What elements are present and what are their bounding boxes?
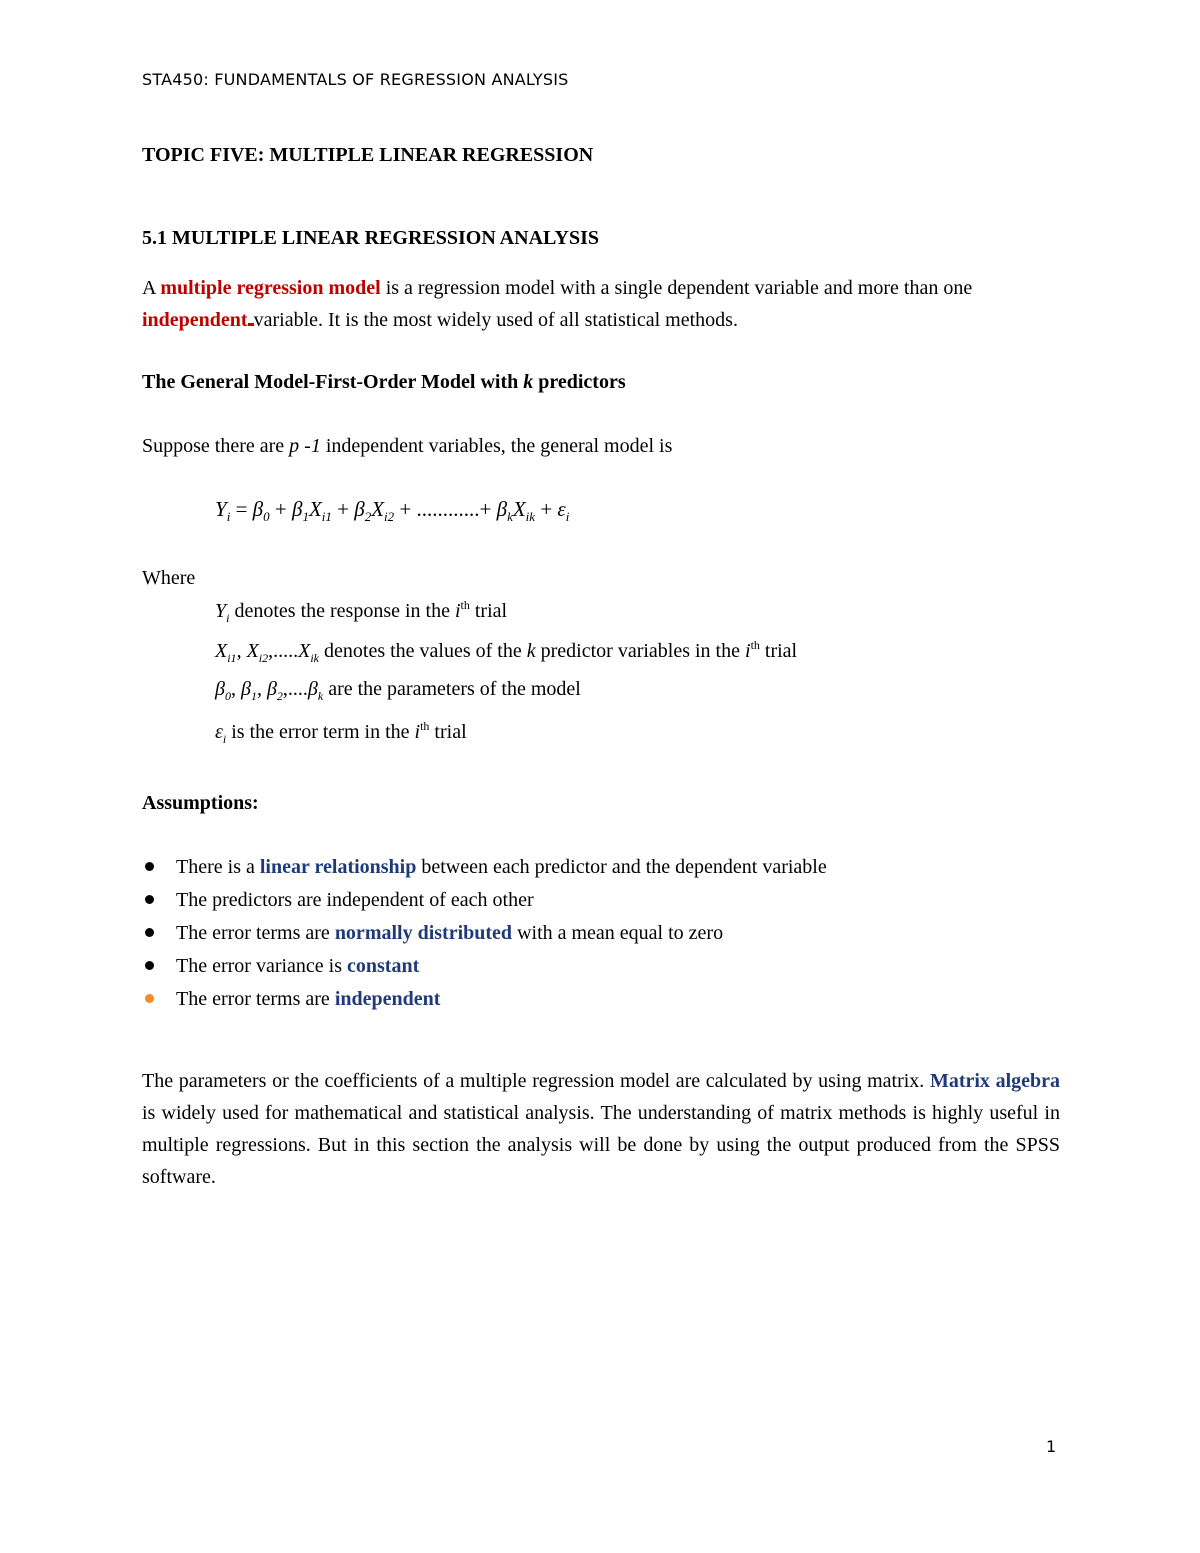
- page-header: STA450: FUNDAMENTALS OF REGRESSION ANALYSIS: [142, 70, 569, 89]
- item-text: The error variance is: [176, 955, 348, 977]
- assumptions-title: Assumptions:: [142, 792, 259, 814]
- closing-pre: The parameters or the coefficients of a multiple regression model are calculated by using matrix.: [142, 1070, 930, 1092]
- sym-beta2: β: [266, 678, 277, 700]
- general-model-k: k: [523, 371, 534, 393]
- item-highlight: independent: [334, 988, 441, 1010]
- suppose-prefix: Suppose there are: [142, 435, 290, 457]
- sep: ,.....: [268, 640, 299, 662]
- suppose-line: [142, 430, 1060, 462]
- sym-x1-sub: i1: [227, 651, 237, 665]
- bullet-icon: [145, 862, 154, 871]
- eq-x2-sub: i2: [384, 509, 395, 524]
- sym-x2: X: [246, 640, 259, 662]
- general-model-suffix: predictors: [533, 371, 626, 393]
- bullet-icon: [145, 961, 154, 970]
- eq-beta2-sub: 2: [364, 509, 372, 524]
- eq-beta2: β: [354, 497, 365, 521]
- item-highlight: linear relationship: [259, 856, 417, 878]
- eq-epsilon-sub: i: [565, 509, 570, 524]
- item-text: There is a: [176, 856, 260, 878]
- closing-paragraph: [142, 1065, 1060, 1193]
- assumptions-list: [142, 851, 827, 1016]
- sym-beta1: β: [240, 678, 251, 700]
- term-independent: independent: [142, 309, 248, 331]
- sym-y-sub: i: [226, 611, 230, 625]
- eq-plus: +: [535, 497, 558, 521]
- suppose-p: p -1: [289, 435, 321, 457]
- intro-a: A: [142, 277, 161, 299]
- where-text: denotes the values of the: [319, 640, 527, 662]
- sym-th: th: [420, 719, 430, 733]
- where-end: trial: [759, 640, 798, 662]
- bullet-icon: [145, 928, 154, 937]
- item-highlight: constant: [347, 955, 420, 977]
- where-line-error: [215, 719, 467, 747]
- eq-x1-sub: i1: [321, 509, 332, 524]
- intro-end: variable. It is the most widely used of all statistical methods.: [253, 309, 738, 331]
- sym-beta1-sub: 1: [250, 689, 257, 703]
- eq-xk-sub: ik: [525, 509, 536, 524]
- eq-dots: + ............+: [394, 497, 497, 521]
- sym-i: i: [454, 600, 461, 622]
- sym-th: th: [750, 638, 760, 652]
- where-end: trial: [469, 600, 508, 622]
- term-multiple-regression-model: multiple regression model: [160, 277, 381, 299]
- where-label: Where: [142, 567, 196, 589]
- sym-k: k: [526, 640, 536, 662]
- intro-mid: is a regression model with a single dependent variable and more than one: [380, 277, 973, 299]
- sym-epsilon-sub: i: [222, 732, 227, 746]
- item-text-post: with a mean equal to zero: [512, 922, 724, 944]
- term-matrix-algebra: Matrix algebra: [929, 1070, 1061, 1092]
- sym-beta0-sub: 0: [224, 689, 231, 703]
- list-item: [142, 950, 827, 983]
- item-text: The predictors are independent of each other: [176, 889, 534, 911]
- general-model-equation: [215, 497, 569, 525]
- eq-equals: =: [230, 497, 253, 521]
- sym-epsilon: ε: [215, 721, 223, 743]
- where-line-response: [215, 598, 507, 626]
- where-text: are the parameters of the model: [323, 678, 581, 700]
- sym-x1: X: [215, 640, 228, 662]
- sym-y: Y: [215, 600, 227, 622]
- closing-post: is widely used for mathematical and statistical analysis. The understanding of matrix methods is highly useful in multiple regressions. But in this section the analysis will be done by using the output produced from the SPSS software.: [142, 1102, 1060, 1188]
- list-item: [142, 851, 827, 884]
- eq-y: Y: [215, 497, 227, 521]
- eq-epsilon: ε: [557, 497, 566, 521]
- list-item: [142, 983, 827, 1016]
- intro-paragraph: [142, 272, 1060, 336]
- sep: ,....: [282, 678, 308, 700]
- sym-beta2-sub: 2: [276, 689, 283, 703]
- eq-plus: +: [331, 497, 355, 521]
- suppose-suffix: independent variables, the general model is: [320, 435, 673, 457]
- where-text: denotes the response in the: [229, 600, 455, 622]
- eq-y-sub: i: [226, 509, 231, 524]
- sep: ,: [256, 678, 267, 700]
- bullet-icon: [145, 895, 154, 904]
- sym-beta0: β: [215, 678, 225, 700]
- where-end: trial: [429, 721, 467, 743]
- item-text: The error terms are: [176, 922, 335, 944]
- sym-xk-sub: ik: [310, 651, 320, 665]
- item-text-post: between each predictor and the dependent variable: [416, 856, 827, 878]
- sym-i: i: [745, 640, 751, 662]
- sym-th: th: [460, 598, 470, 612]
- eq-x2: X: [371, 497, 385, 521]
- page-number: 1: [1046, 1437, 1057, 1456]
- eq-beta1-sub: 1: [302, 509, 309, 524]
- eq-beta0-sub: 0: [263, 509, 270, 524]
- general-model-prefix: The General Model-First-Order Model with: [142, 371, 524, 393]
- sep: ,: [236, 640, 247, 662]
- where-text: is the error term in the: [226, 721, 415, 743]
- list-item: [142, 884, 827, 917]
- sym-x2-sub: i2: [258, 651, 269, 665]
- eq-plus: +: [269, 497, 292, 521]
- eq-beta1: β: [291, 497, 303, 521]
- sym-betak-sub: k: [317, 689, 324, 703]
- eq-xk: X: [512, 497, 526, 521]
- general-model-heading: [142, 371, 626, 394]
- eq-beta0: β: [252, 497, 264, 521]
- where-mid: predictor variables in the: [535, 640, 745, 662]
- sym-i: i: [414, 721, 421, 743]
- where-line-parameters: [215, 678, 581, 704]
- item-text: The error terms are: [176, 988, 335, 1010]
- topic-title: TOPIC FIVE: MULTIPLE LINEAR REGRESSION: [142, 144, 594, 166]
- eq-x1: X: [308, 497, 322, 521]
- list-item: [142, 917, 827, 950]
- section-title: 5.1 MULTIPLE LINEAR REGRESSION ANALYSIS: [142, 227, 599, 249]
- sym-betak: β: [307, 678, 318, 700]
- item-highlight: normally distributed: [334, 922, 513, 944]
- sym-xk: X: [298, 640, 311, 662]
- eq-betak: β: [496, 497, 508, 521]
- bullet-icon: [145, 994, 154, 1003]
- sep: ,: [230, 678, 241, 700]
- eq-betak-sub: k: [507, 509, 513, 524]
- where-line-predictors: [215, 638, 797, 666]
